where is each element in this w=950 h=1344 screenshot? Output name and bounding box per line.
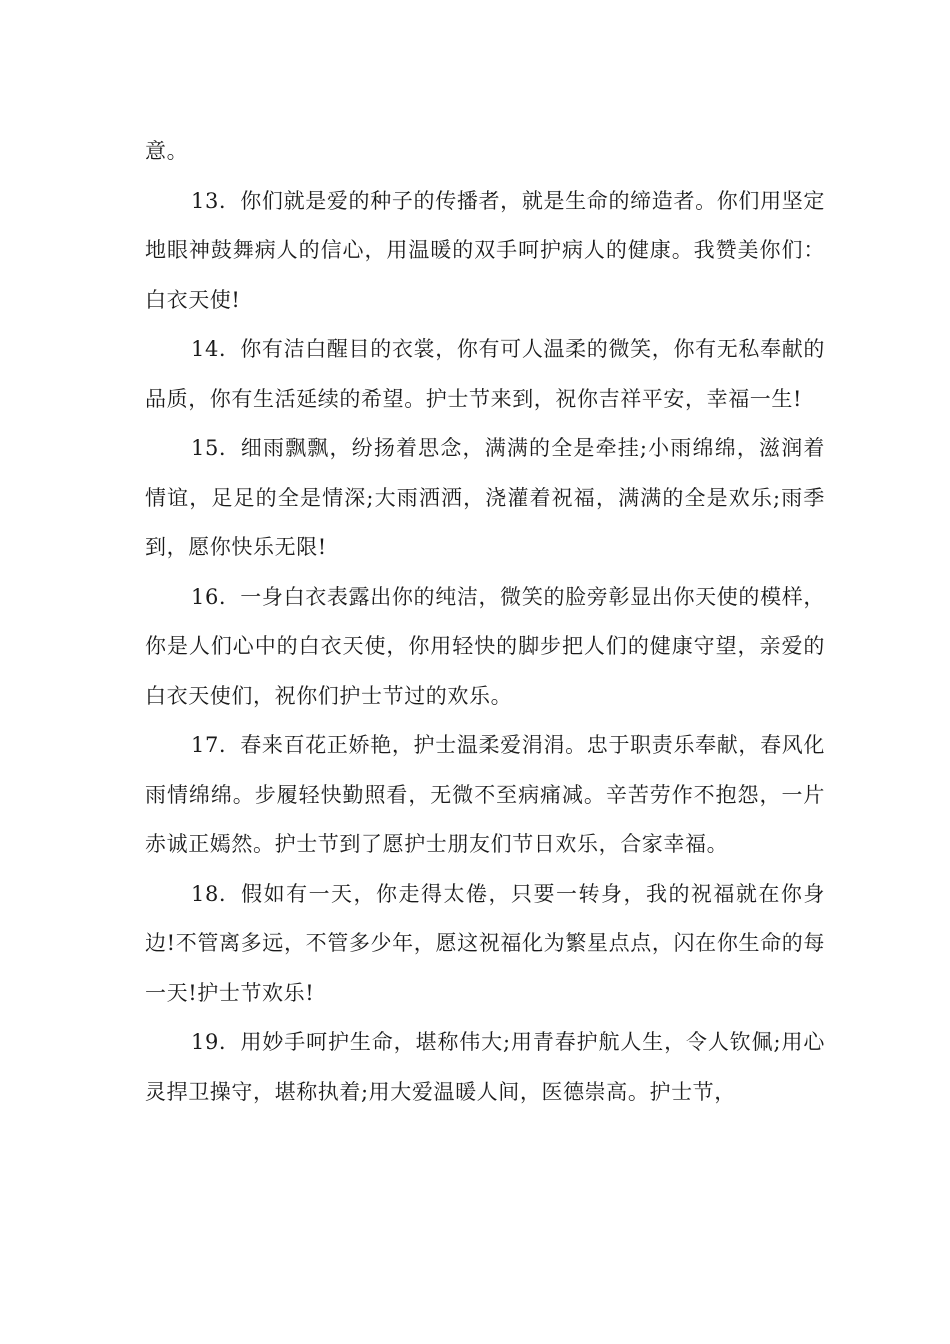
paragraph-number: 18. [191, 881, 227, 906]
paragraph-17 [145, 721, 825, 870]
paragraph-text: 细雨飘飘，纷扬着思念，满满的全是牵挂;小雨绵绵，滋润着情谊，足足的全是情深;大雨洒洒，浇灌着祝福，满满的全是欢乐;雨季到，愿你快乐无限! [145, 436, 825, 559]
paragraph-number: 15. [191, 436, 227, 460]
paragraph-number: 17. [191, 733, 227, 757]
paragraph-19 [145, 1018, 825, 1117]
paragraph-text: 春来百花正娇艳，护士温柔爱涓涓。忠于职责乐奉献，春风化雨情绵绵。步履轻快勤照看，无微不至病痛减。辛苦劳作不抱怨，一片赤诚正嫣然。护士节到了愿护士朋友们节日欢乐，合家幸福。 [145, 733, 825, 856]
paragraph-13 [145, 177, 825, 326]
document-body [145, 127, 825, 1117]
paragraph-18 [145, 870, 825, 1019]
paragraph-16 [145, 573, 825, 722]
paragraph-text: 你们就是爱的种子的传播者，就是生命的缔造者。你们用坚定地眼神鼓舞病人的信心，用温暖的双手呵护病人的健康。我赞美你们：白衣天使! [145, 188, 825, 312]
paragraph-text: 用妙手呵护生命，堪称伟大;用青春护航人生，令人钦佩;用心灵捍卫操守，堪称执着;用大爱温暖人间，医德崇高。护士节， [145, 1030, 825, 1104]
paragraph-number: 13. [191, 188, 227, 213]
continuation-text: 意。 [145, 139, 189, 163]
paragraph-14 [145, 325, 825, 424]
paragraph-number: 19. [191, 1030, 227, 1054]
paragraph-number: 16. [191, 584, 227, 609]
paragraph-15 [145, 424, 825, 573]
paragraph-number: 14. [191, 337, 227, 361]
paragraph-text: 你有洁白醒目的衣裳，你有可人温柔的微笑，你有无私奉献的品质，你有生活延续的希望。护士节来到，祝你吉祥平安，幸福一生! [145, 337, 825, 411]
paragraph-text: 一身白衣表露出你的纯洁，微笑的脸旁彰显出你天使的模样，你是人们心中的白衣天使，你用轻快的脚步把人们的健康守望，亲爱的白衣天使们，祝你们护士节过的欢乐。 [145, 584, 825, 708]
paragraph-text: 假如有一天，你走得太倦，只要一转身，我的祝福就在你身边!不管离多远，不管多少年，愿这祝福化为繁星点点，闪在你生命的每一天!护士节欢乐! [145, 881, 825, 1005]
